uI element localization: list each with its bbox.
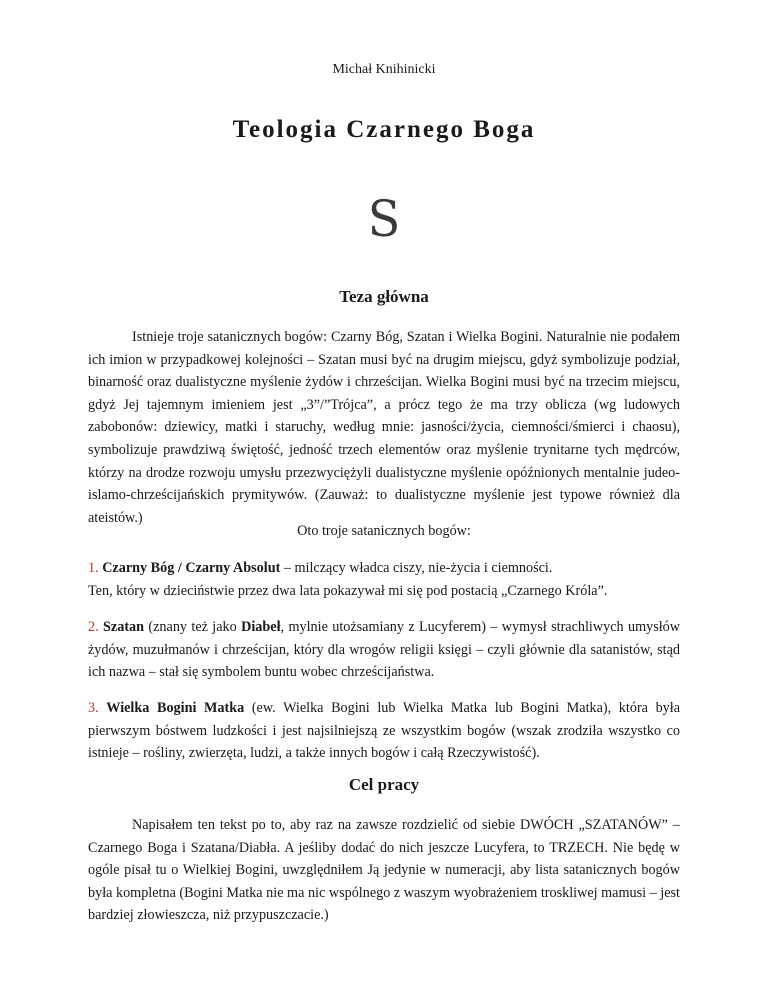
list-item-text: (ew. Wielka Bogini lub Wielka Matka lub Bogini Matka), która była pierwszym bóstwem ludzkości i jest najsilniejszą ze wszystkim bogów (wszak zrodziła wszystko co istnieje – rośliny, zwierzęta, ludzi, a także innych bogów i całą Rzeczywistość). (88, 700, 681, 762)
list-item-text: (znany też jako (144, 619, 242, 635)
list-item-title: Szatan (103, 619, 145, 635)
author-name: Michał Knihinicki (332, 62, 436, 77)
document-title: Teologia Czarnego Boga (232, 116, 536, 143)
purpose-paragraph: Napisałem ten tekst po to, aby raz na zawsze rozdzielić od siebie DWÓCH „SZATANÓW” – Czarnego Boga i Szatana/Diabła. A jeśliby dodać do nich jeszcze Lucyfera, to TRZECH. Nie będę w ogóle pisał tu o Wielkiej Bogini, uwzględniłem Ją jedynie w numeracji, aby lista satanicznych bogów była kompletna (Bogini Matka nie ma nic wspólnego z waszym wyobrażeniem troskliwej mamusi – jest bardziej złowieszcza, niż przypuszczacie.) (88, 817, 680, 924)
section-heading-thesis: Teza główna (339, 287, 429, 306)
list-number: 3. (88, 700, 99, 716)
list-item-text-cont: , mylnie utożsamiany z Lucyferem) – wymysł strachliwych umysłów żydów, muzułmanów i chrześcijan, który dla wrogów religii księgi – czyli głównie dla satanistów, stąd ich nazwa – stał się symbolem buntu wobec chrześcijaństwa. (88, 619, 681, 681)
list-item-text-line2: Ten, który w dzieciństwie przez dwa lata pokazywał mi się pod postacią „Czarnego Króla”. (88, 582, 608, 599)
section-heading-purpose: Cel pracy (348, 775, 420, 794)
list-item-title: Wielka Bogini Matka (106, 700, 245, 716)
list-number: 1. (88, 560, 99, 576)
ornamental-s-glyph: S (367, 190, 401, 248)
thesis-paragraph: Istnieje troje satanicznych bogów: Czarny Bóg, Szatan i Wielka Bogini. Naturalnie nie podałem ich imion w przypadkowej kolejności – Szatan musi być na drugim miejscu, gdyż symbolizuje podział, binarność oraz dualistyczne myślenie żydów i chrześcijan. Wielka Bogini musi być na trzecim miejscu, gdyż Jej tajemnym imieniem jest „3”/”Trójca”, a prócz tego że ma trzy oblicza (wg ludowych zabobonów: dziewicy, matki i staruchy, według mnie: jasności/życia, ciemności/śmierci i chaosu), symbolizuje prawdziwą świętość, jedność trzech elementów oraz myślenie trynitarne tych mędrców, którzy na drodze rozwoju umysłu przezwyciężyli dualistyczne myślenie opóźnionych mentalnie judeo-islamo-chrześcijańskich prymitywów. (Zauważ: to dualistyczne myślenie jest typowe również dla ateistów.) (88, 329, 680, 526)
list-number: 2. (88, 619, 99, 635)
list-item-2 (88, 616, 680, 684)
list-intro: Oto troje satanicznych bogów: (297, 523, 471, 539)
list-item-text: – milczący władca ciszy, nie-życia i ciemności. (280, 560, 553, 576)
list-item-title-alt: Diabeł (241, 619, 281, 635)
list-item-title: Czarny Bóg / Czarny Absolut (102, 560, 281, 576)
list-item-1 (88, 557, 680, 602)
list-item-3 (88, 697, 680, 765)
